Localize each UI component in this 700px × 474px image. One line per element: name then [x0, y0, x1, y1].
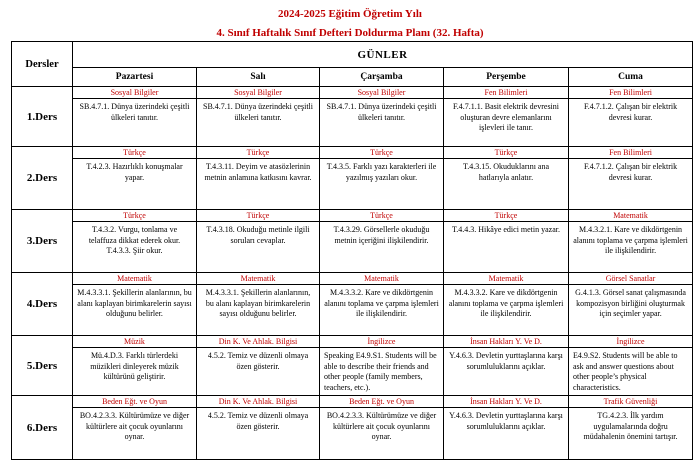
lesson-label: 1.Ders	[12, 87, 73, 147]
subject-name: İngilizce	[320, 336, 443, 348]
lesson-label: 5.Ders	[12, 336, 73, 396]
lesson-cell	[569, 210, 693, 273]
objective-text: G.4.1.3. Görsel sanat çalışmasında kompozisyon birliğini oluşturmak için seçimler yapar.	[575, 288, 686, 318]
lesson-cell	[73, 147, 197, 210]
subject-name: Sosyal Bilgiler	[73, 87, 196, 99]
subject-name: Sosyal Bilgiler	[320, 87, 443, 99]
objective-text: Mü.4.D.3. Farklı türlerdeki müzikleri dinleyerek müzik kültürünü geliştirir.	[90, 351, 179, 381]
subject-name: Türkçe	[320, 147, 443, 159]
lesson-label: 4.Ders	[12, 273, 73, 336]
lesson-cell	[73, 336, 197, 396]
subject-name: Din K. Ve Ahlak. Bilgisi	[197, 396, 319, 408]
dersler-header: Dersler	[12, 42, 73, 87]
lesson-plan-table	[11, 41, 693, 460]
objective-text: 4.5.2. Temiz ve düzenli olmaya özen gösterir.	[207, 351, 309, 371]
objective-text: M.4.3.3.1. Şekillerin alanlarının, bu alanı kaplayan birimkarelerin sayısı olduğunu belirler.	[205, 288, 311, 318]
lesson-cell	[73, 396, 197, 460]
objective-text: T.4.3.15. Okuduklarını ana hatlarıyla anlatır.	[462, 162, 550, 182]
lesson-cell	[197, 336, 320, 396]
lesson-cell	[569, 87, 693, 147]
lesson-label: 3.Ders	[12, 210, 73, 273]
lesson-row	[12, 210, 693, 273]
lesson-cell	[320, 147, 444, 210]
subject-name: Matematik	[73, 273, 196, 285]
objective-text: SB.4.7.1. Dünya üzerindeki çeşitli ülkeleri tanıtır.	[79, 102, 190, 122]
lesson-cell	[320, 396, 444, 460]
objective-text: SB.4.7.1. Dünya üzerindeki çeşitli ülkeleri tanıtır.	[326, 102, 437, 122]
subject-name: Beden Eğt. ve Oyun	[320, 396, 443, 408]
objective-text: BO.4.2.3.3. Kültürümüze ve diğer kültürlere ait çocuk oyunlarını oynar.	[79, 411, 190, 441]
objective-text: F.4.7.1.2. Çalışan bir elektrik devresi kurar.	[583, 162, 678, 182]
subject-name: Trafik Güvenliği	[569, 396, 692, 408]
lesson-cell	[444, 87, 569, 147]
subject-name: Matematik	[320, 273, 443, 285]
objective-text: E4.9.S2. Students will be able to ask and answer questions about other people’s physical characteristics.	[573, 351, 678, 392]
objective-text: M.4.3.3.2. Kare ve dikdörtgenin alanını toplama ve çarpma işlemleri ile ilişkilendirir.	[324, 288, 439, 318]
objective-text: F.4.7.1.2. Çalışan bir elektrik devresi kurar.	[583, 102, 678, 122]
subject-name: Müzik	[73, 336, 196, 348]
lesson-cell	[444, 210, 569, 273]
objective-text: BO.4.2.3.3. Kültürümüze ve diğer kültürlere ait çocuk oyunlarını oynar.	[326, 411, 437, 441]
objective-text: 4.5.2. Temiz ve düzenli olmaya özen gösterir.	[207, 411, 309, 431]
objective-text: TG.4.2.3. İlk yardım uygulamalarında doğru müdahalenin önemini tartışır.	[583, 411, 678, 441]
lesson-cell	[320, 87, 444, 147]
subject-name: Din K. Ve Ahlak. Bilgisi	[197, 336, 319, 348]
objective-text: T.4.3.11. Deyim ve atasözlerinin metnin anlamına katkısını kavrar.	[204, 162, 312, 182]
page-subtitle: 4. Sınıf Haftalık Sınıf Defteri Doldurma Planı (32. Hafta)	[216, 27, 484, 39]
lesson-cell	[569, 396, 693, 460]
subject-name: Görsel Sanatlar	[569, 273, 692, 285]
objective-text: T.4.3.29. Görsellerle okuduğu metnin içeriğini ilişkilendirir.	[333, 225, 430, 245]
subject-name: Türkçe	[444, 210, 568, 222]
subject-name: Türkçe	[444, 147, 568, 159]
lesson-cell	[444, 147, 569, 210]
subject-name: İnsan Hakları Y. Ve D.	[444, 336, 568, 348]
day-header: Pazartesi	[73, 68, 197, 87]
page-title: 2024-2025 Eğitim Öğretim Yılı	[278, 8, 422, 20]
subject-name: Beden Eğt. ve Oyun	[73, 396, 196, 408]
lesson-cell	[569, 147, 693, 210]
lesson-cell	[73, 210, 197, 273]
lesson-cell	[569, 273, 693, 336]
objective-text: M.4.3.3.1. Şekillerin alanlarının, bu alanı kaplayan birimkarelerin sayısı olduğunu belirler.	[77, 288, 192, 318]
subject-name: Türkçe	[73, 210, 196, 222]
lesson-cell	[197, 147, 320, 210]
objective-text: F.4.7.1.1. Basit elektrik devresini oluşturan devre elemanlarını işlevleri ile tanır.	[452, 102, 559, 132]
day-header-row	[12, 68, 693, 87]
subject-name: Fen Bilimleri	[569, 87, 692, 99]
objective-text: Speaking E4.9.S1. Students will be able to describe their friends and other people (family members, teachers, etc.).	[324, 351, 437, 392]
day-header: Perşembe	[444, 68, 569, 87]
day-header: Cuma	[569, 68, 693, 87]
lesson-cell	[444, 396, 569, 460]
objective-text: M.4.3.3.2. Kare ve dikdörtgenin alanını toplama ve çarpma işlemleri ile ilişkilendirir.	[448, 288, 564, 318]
lesson-label: 2.Ders	[12, 147, 73, 210]
objective-text: T.4.3.2. Vurgu, tonlama ve telaffuza dikkat ederek okur. T.4.3.3. Şiir okur.	[88, 225, 181, 255]
subject-name: Matematik	[444, 273, 568, 285]
page-header	[0, 0, 700, 41]
lesson-row	[12, 87, 693, 147]
lesson-cell	[73, 87, 197, 147]
lesson-cell	[197, 273, 320, 336]
objective-text: Y.4.6.3. Devletin yurttaşlarına karşı sorumluluklarını açıklar.	[449, 351, 563, 371]
objective-text: T.4.3.18. Okuduğu metinle ilgili soruları cevaplar.	[206, 225, 310, 245]
subject-name: İngilizce	[569, 336, 692, 348]
lesson-cell	[320, 336, 444, 396]
objective-text: M.4.3.2.1. Kare ve dikdörtgenin alanını toplama ve çarpma işlemleri ile ilişkilendirir.	[573, 225, 688, 255]
subject-name: Sosyal Bilgiler	[197, 87, 319, 99]
objective-text: T.4.3.5. Farklı yazı karakterleri ile yazılmış yazıları okur.	[326, 162, 437, 182]
subject-name: Türkçe	[320, 210, 443, 222]
subject-name: Türkçe	[197, 210, 319, 222]
lesson-row	[12, 273, 693, 336]
subject-name: Matematik	[569, 210, 692, 222]
lesson-row	[12, 396, 693, 460]
subject-name: Fen Bilimleri	[444, 87, 568, 99]
objective-text: T.4.2.3. Hazırlıklı konuşmalar yapar.	[86, 162, 183, 182]
lesson-cell	[444, 273, 569, 336]
lesson-row	[12, 147, 693, 210]
day-header: Çarşamba	[320, 68, 444, 87]
day-header: Salı	[197, 68, 320, 87]
objective-text: SB.4.7.1. Dünya üzerindeki çeşitli ülkeleri tanıtır.	[203, 102, 313, 122]
lesson-cell	[320, 210, 444, 273]
subject-name: Matematik	[197, 273, 319, 285]
gunler-header: GÜNLER	[73, 42, 693, 68]
lesson-cell	[569, 336, 693, 396]
lesson-cell	[320, 273, 444, 336]
lesson-cell	[444, 336, 569, 396]
lesson-cell	[197, 210, 320, 273]
lesson-cell	[73, 273, 197, 336]
lesson-cell	[197, 87, 320, 147]
subject-name: İnsan Hakları Y. Ve D.	[444, 396, 568, 408]
lesson-label: 6.Ders	[12, 396, 73, 460]
lesson-cell	[197, 396, 320, 460]
subject-name: Fen Bilimleri	[569, 147, 692, 159]
objective-text: Y.4.6.3. Devletin yurttaşlarına karşı sorumluluklarını açıklar.	[449, 411, 563, 431]
subject-name: Türkçe	[197, 147, 319, 159]
lesson-row	[12, 336, 693, 396]
subject-name: Türkçe	[73, 147, 196, 159]
objective-text: T.4.4.3. Hikâye edici metin yazar.	[451, 225, 561, 234]
